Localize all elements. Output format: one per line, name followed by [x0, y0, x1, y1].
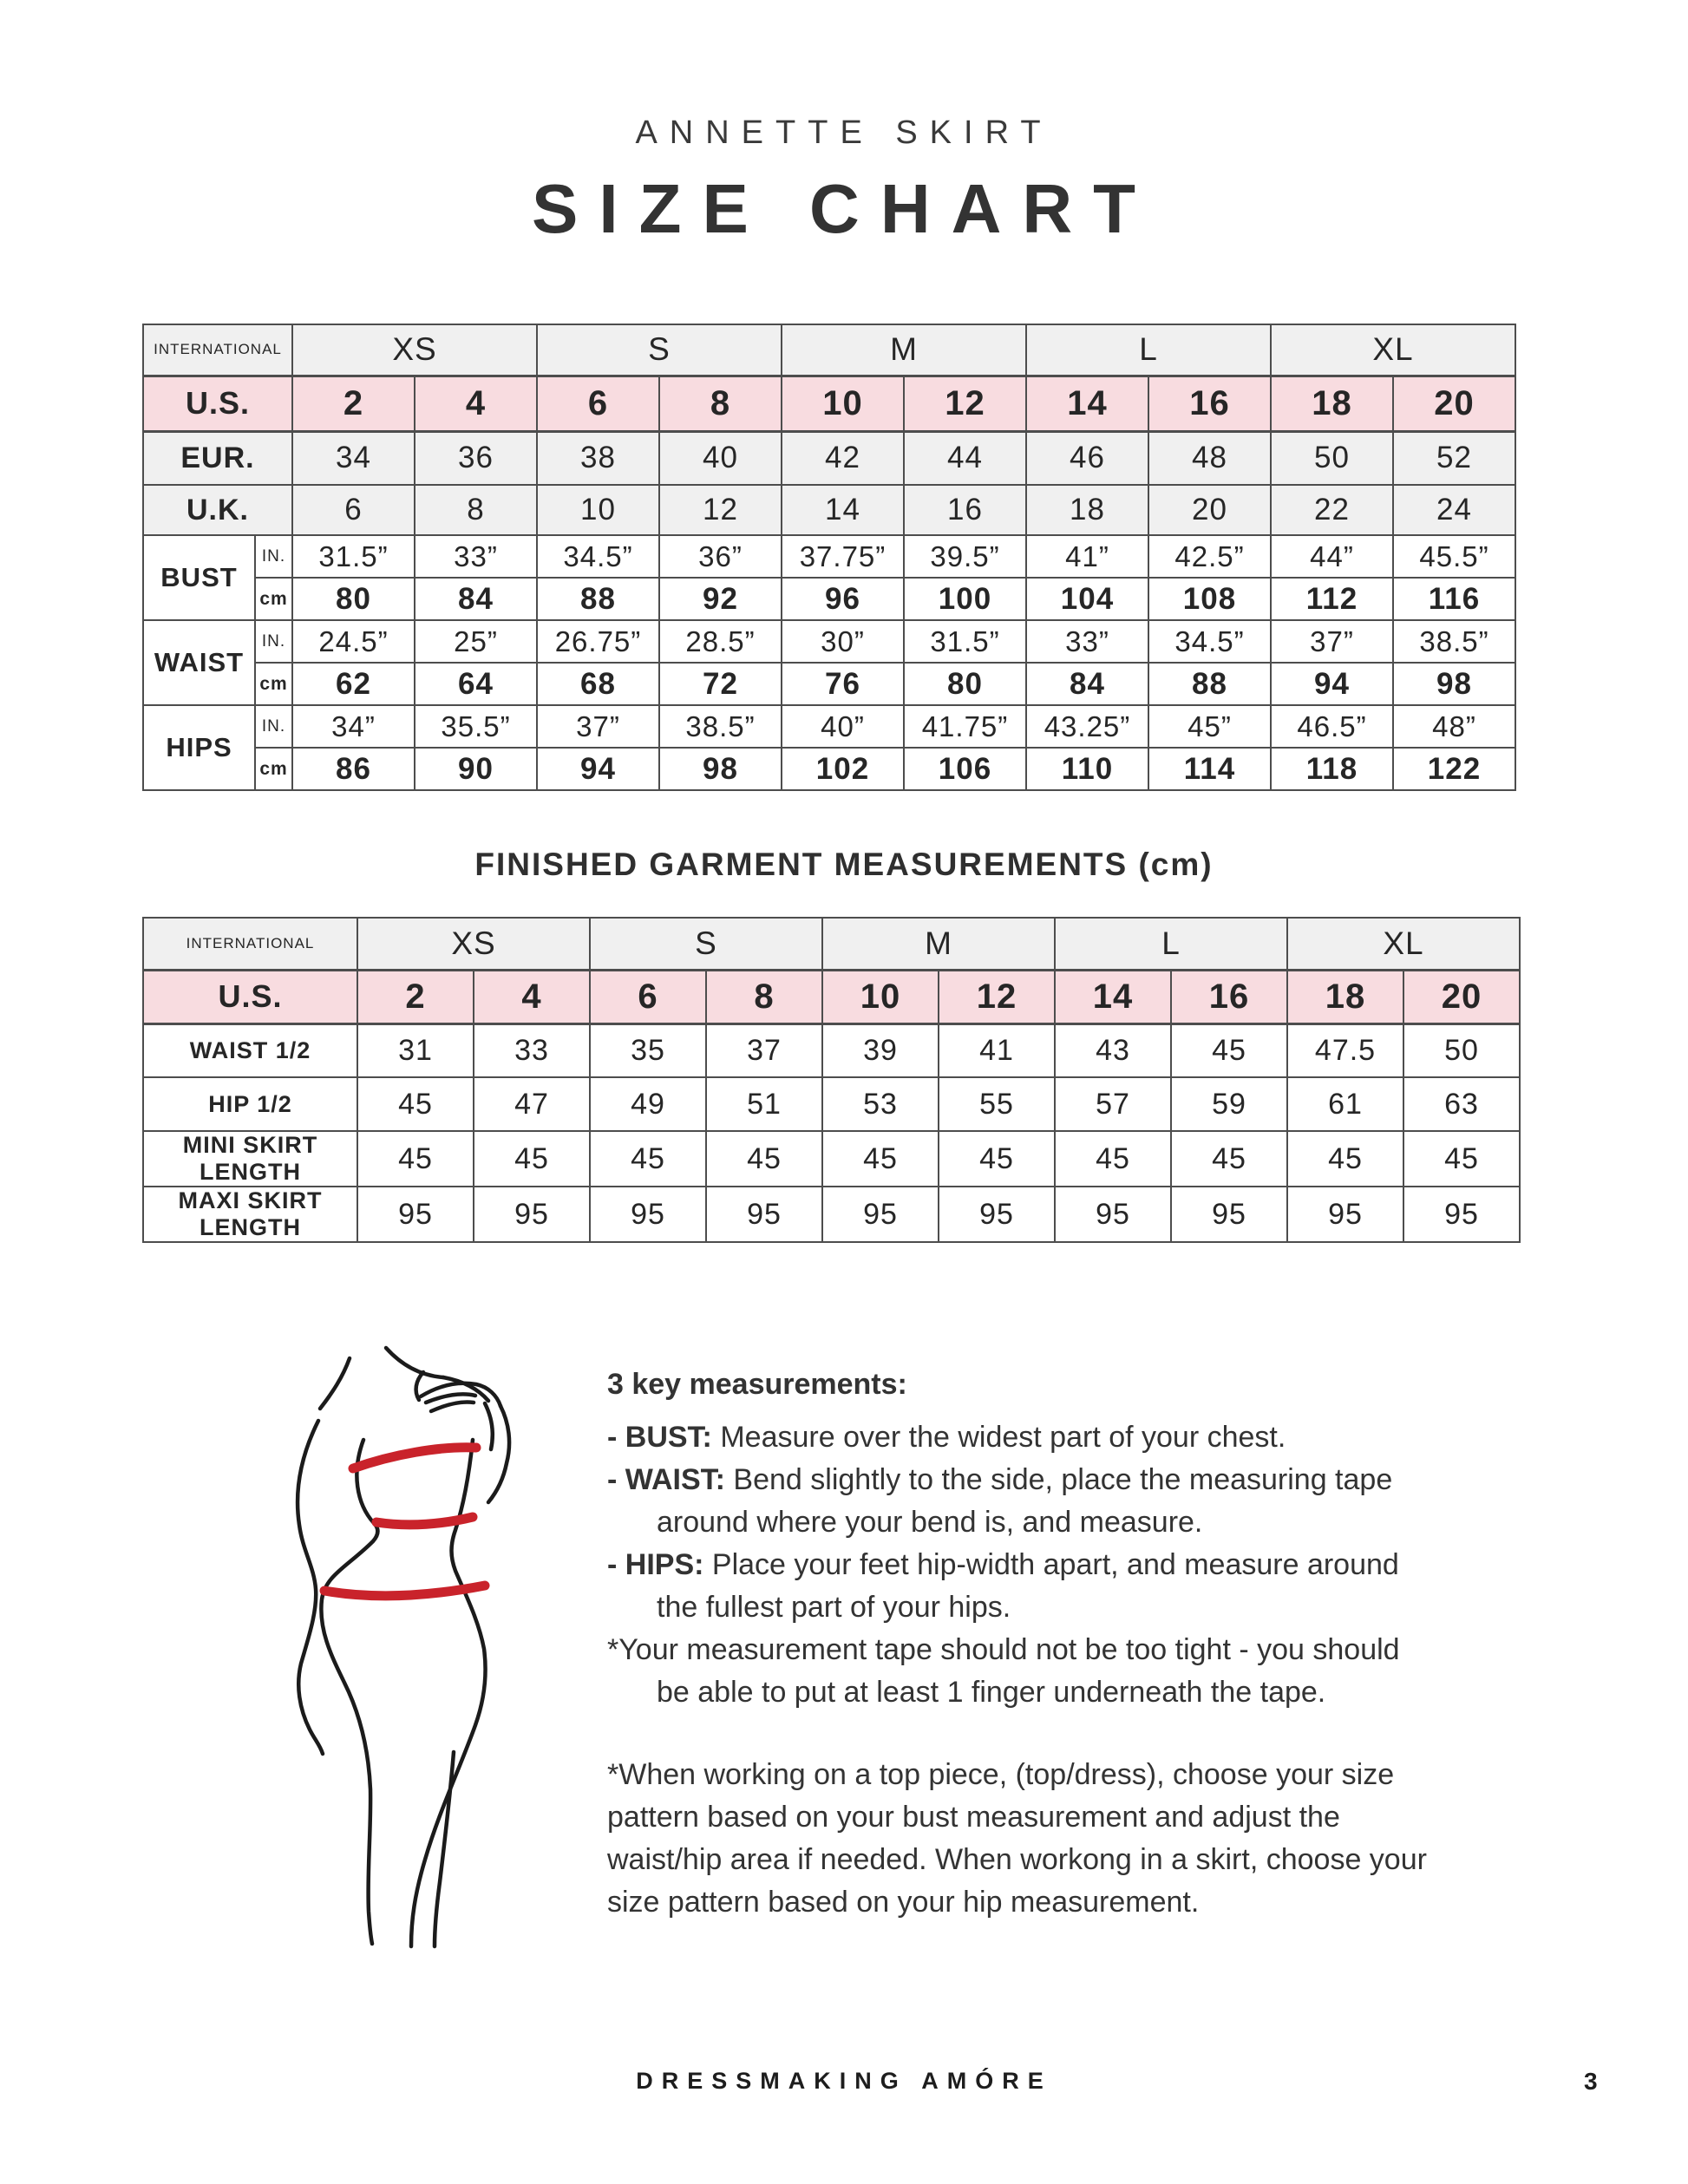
group-size-cell: L	[1026, 324, 1271, 376]
eur-size-cell: 44	[904, 431, 1026, 485]
us-size-cell: 14	[1026, 376, 1148, 431]
uk-size-cell: 6	[292, 485, 415, 535]
finished-row-label: WAIST 1/2	[143, 1023, 357, 1077]
measurement-value-in: 37.75”	[782, 535, 904, 578]
page-title: SIZE CHART	[532, 170, 1156, 247]
inner-leg-line	[435, 1752, 454, 1946]
measurement-value-in: 26.75”	[537, 620, 659, 663]
footer-brand: DRESSMAKING AMÓRE	[636, 2068, 1052, 2094]
unit-in-label: IN.	[255, 620, 292, 663]
us-size-cell: 4	[415, 376, 537, 431]
measurement-notes	[607, 1363, 1431, 1924]
finished-value-cell: 49	[590, 1077, 706, 1131]
eur-size-cell: 34	[292, 431, 415, 485]
finished-value-cell: 45	[357, 1077, 474, 1131]
uk-size-cell: 22	[1271, 485, 1393, 535]
unit-cm-label: cm	[255, 578, 292, 620]
unit-in-label: IN.	[255, 535, 292, 578]
uk-sizes-row	[143, 485, 1515, 535]
measurement-value-in: 43.25”	[1026, 705, 1148, 748]
hips-band	[324, 1586, 485, 1596]
measurement-value-cm: 76	[782, 663, 904, 705]
finished-value-cell: 95	[822, 1187, 939, 1242]
measurement-row-in	[143, 620, 1515, 663]
us-size-cell: 16	[1171, 970, 1287, 1023]
us-size-cell: 14	[1055, 970, 1171, 1023]
finished-value-cell: 95	[1171, 1187, 1287, 1242]
bullet-label: - BUST:	[607, 1421, 712, 1454]
group-size-cell: L	[1055, 918, 1287, 970]
uk-size-cell: 20	[1148, 485, 1271, 535]
measurement-value-cm: 112	[1271, 578, 1393, 620]
finished-value-cell: 95	[590, 1187, 706, 1242]
finished-value-cell: 43	[1055, 1023, 1171, 1077]
measurement-bullet: - BUST: Measure over the widest part of your chest.	[607, 1421, 1286, 1454]
measurement-value-in: 41”	[1026, 535, 1148, 578]
measurement-label: WAIST	[143, 620, 255, 705]
finished-value-cell: 61	[1287, 1077, 1403, 1131]
eur-size-cell: 40	[659, 431, 782, 485]
measurement-value-cm: 80	[904, 663, 1026, 705]
finished-value-cell: 45	[1055, 1131, 1171, 1187]
finished-row-label: HIP 1/2	[143, 1077, 357, 1131]
measurement-value-in: 45”	[1148, 705, 1271, 748]
eur-size-cell: 46	[1026, 431, 1148, 485]
us-size-cell: 6	[537, 376, 659, 431]
finished-value-cell: 45	[1403, 1131, 1520, 1187]
measurement-value-in: 44”	[1271, 535, 1393, 578]
measurement-value-in: 40”	[782, 705, 904, 748]
group-size-cell: XL	[1271, 324, 1515, 376]
finished-value-cell: 45	[474, 1131, 590, 1187]
measurement-value-cm: 98	[1393, 663, 1515, 705]
eur-label: EUR.	[143, 431, 292, 485]
finished-international-row	[143, 918, 1520, 970]
us-size-cell: 18	[1287, 970, 1403, 1023]
finished-row-label: MINI SKIRT LENGTH	[143, 1131, 357, 1187]
us-size-cell: 4	[474, 970, 590, 1023]
finished-measurement-row	[143, 1187, 1520, 1242]
bullet-label: - HIPS:	[607, 1548, 704, 1581]
finished-value-cell: 45	[822, 1131, 939, 1187]
measurement-value-in: 31.5”	[904, 620, 1026, 663]
group-size-cell: S	[590, 918, 822, 970]
finished-value-cell: 95	[474, 1187, 590, 1242]
international-label: INTERNATIONAL	[143, 324, 292, 376]
measurement-value-cm: 122	[1393, 748, 1515, 790]
finished-row-label: MAXI SKIRT LENGTH	[143, 1187, 357, 1242]
eur-sizes-row	[143, 431, 1515, 485]
us-label: U.S.	[143, 376, 292, 431]
finished-value-cell: 45	[706, 1131, 822, 1187]
finished-value-cell: 53	[822, 1077, 939, 1131]
us-size-cell: 2	[292, 376, 415, 431]
measurement-value-in: 30”	[782, 620, 904, 663]
measurement-value-in: 35.5”	[415, 705, 537, 748]
garment-name: ANNETTE SKIRT	[635, 114, 1053, 151]
finished-value-cell: 95	[1055, 1187, 1171, 1242]
measurement-value-cm: 80	[292, 578, 415, 620]
neck-right-line	[386, 1348, 443, 1377]
size-chart-table-body	[143, 324, 1515, 790]
uk-size-cell: 16	[904, 485, 1026, 535]
uk-size-cell: 10	[537, 485, 659, 535]
us-size-cell: 8	[659, 376, 782, 431]
note-size-selection: *When working on a top piece, (top/dress), choose your size pattern based on your bust measurement and adjust the waist/hip area if needed. When workong in a skirt, choose your size pattern based on your hip measurement.	[607, 1758, 1427, 1919]
uk-label: U.K.	[143, 485, 292, 535]
finished-value-cell: 63	[1403, 1077, 1520, 1131]
note-tape-tightness: *Your measurement tape should not be too tight - you should be able to put at least 1 finger underneath the tape.	[607, 1633, 1400, 1709]
us-size-cell: 10	[782, 376, 904, 431]
measurement-value-cm: 64	[415, 663, 537, 705]
forearm-inner-line	[485, 1403, 493, 1449]
measurement-value-in: 34”	[292, 705, 415, 748]
finished-value-cell: 35	[590, 1023, 706, 1077]
measurement-row-cm	[143, 748, 1515, 790]
measurement-value-cm: 118	[1271, 748, 1393, 790]
unit-cm-label: cm	[255, 663, 292, 705]
size-chart-table	[142, 324, 1516, 791]
measurement-value-in: 39.5”	[904, 535, 1026, 578]
measurement-value-in: 38.5”	[659, 705, 782, 748]
measurement-value-in: 34.5”	[1148, 620, 1271, 663]
finished-value-cell: 59	[1171, 1077, 1287, 1131]
measurement-value-cm: 108	[1148, 578, 1271, 620]
international-label: INTERNATIONAL	[143, 918, 357, 970]
us-size-cell: 12	[939, 970, 1055, 1023]
notes-bullet-list	[607, 1416, 1431, 1629]
eur-size-cell: 42	[782, 431, 904, 485]
us-size-cell: 16	[1148, 376, 1271, 431]
us-sizes-row	[143, 376, 1515, 431]
group-size-cell: XL	[1287, 918, 1520, 970]
finished-value-cell: 51	[706, 1077, 822, 1131]
group-size-cell: M	[782, 324, 1026, 376]
finger-line-2	[431, 1402, 474, 1411]
unit-cm-label: cm	[255, 748, 292, 790]
finished-value-cell: 45	[590, 1131, 706, 1187]
measurement-row-in	[143, 535, 1515, 578]
international-row	[143, 324, 1515, 376]
page-number: 3	[1584, 2068, 1598, 2095]
finished-value-cell: 45	[1171, 1131, 1287, 1187]
measurement-value-cm: 84	[1026, 663, 1148, 705]
finished-value-cell: 39	[822, 1023, 939, 1077]
finished-value-cell: 45	[357, 1131, 474, 1187]
uk-size-cell: 12	[659, 485, 782, 535]
finished-measurements-title: FINISHED GARMENT MEASUREMENTS (cm)	[474, 847, 1214, 882]
measurement-value-cm: 84	[415, 578, 537, 620]
measurement-value-in: 45.5”	[1393, 535, 1515, 578]
measurement-value-cm: 100	[904, 578, 1026, 620]
measurement-value-cm: 86	[292, 748, 415, 790]
measurement-value-in: 33”	[1026, 620, 1148, 663]
eur-size-cell: 36	[415, 431, 537, 485]
us-size-cell: 6	[590, 970, 706, 1023]
measurement-value-cm: 88	[537, 578, 659, 620]
finished-value-cell: 95	[939, 1187, 1055, 1242]
measurement-value-cm: 94	[537, 748, 659, 790]
measurement-bullet: - WAIST: Bend slightly to the side, place the measuring tape around where your bend is, and measure.	[607, 1463, 1393, 1539]
measurement-value-in: 24.5”	[292, 620, 415, 663]
bust-band	[353, 1448, 476, 1468]
measurement-value-in: 37”	[537, 705, 659, 748]
us-size-cell: 20	[1393, 376, 1515, 431]
measurement-row-in	[143, 705, 1515, 748]
figure-outline	[298, 1348, 509, 1946]
measurement-value-cm: 94	[1271, 663, 1393, 705]
uk-size-cell: 24	[1393, 485, 1515, 535]
finished-value-cell: 95	[357, 1187, 474, 1242]
left-arm-line	[298, 1421, 323, 1754]
measurement-value-in: 48”	[1393, 705, 1515, 748]
measurement-value-cm: 104	[1026, 578, 1148, 620]
finished-value-cell: 47	[474, 1077, 590, 1131]
measurement-value-cm: 88	[1148, 663, 1271, 705]
us-size-cell: 8	[706, 970, 822, 1023]
eur-size-cell: 50	[1271, 431, 1393, 485]
measurement-value-in: 28.5”	[659, 620, 782, 663]
finished-garment-table-body	[143, 918, 1520, 1242]
measurement-value-cm: 116	[1393, 578, 1515, 620]
waist-band	[376, 1517, 473, 1525]
measurement-value-cm: 92	[659, 578, 782, 620]
measurement-value-in: 34.5”	[537, 535, 659, 578]
measurement-value-in: 42.5”	[1148, 535, 1271, 578]
finished-value-cell: 37	[706, 1023, 822, 1077]
finished-garment-table	[142, 917, 1521, 1243]
measurement-value-in: 33”	[415, 535, 537, 578]
unit-in-label: IN.	[255, 705, 292, 748]
measurement-value-cm: 62	[292, 663, 415, 705]
eur-size-cell: 48	[1148, 431, 1271, 485]
measurement-value-cm: 106	[904, 748, 1026, 790]
finished-value-cell: 95	[706, 1187, 822, 1242]
measurement-row-cm	[143, 663, 1515, 705]
finished-value-cell: 57	[1055, 1077, 1171, 1131]
measurement-value-cm: 90	[415, 748, 537, 790]
measurement-value-in: 31.5”	[292, 535, 415, 578]
measurement-label: HIPS	[143, 705, 255, 790]
finished-value-cell: 55	[939, 1077, 1055, 1131]
finished-value-cell: 45	[1171, 1023, 1287, 1077]
measurement-value-cm: 114	[1148, 748, 1271, 790]
measurement-value-cm: 72	[659, 663, 782, 705]
notes-heading: 3 key measurements:	[607, 1368, 907, 1401]
finished-measurement-row	[143, 1077, 1520, 1131]
neck-left-line	[320, 1358, 350, 1409]
page-header	[0, 114, 1688, 249]
us-size-cell: 12	[904, 376, 1026, 431]
body-figure-svg	[279, 1343, 548, 1950]
measurement-bands	[324, 1448, 485, 1596]
measurement-value-in: 46.5”	[1271, 705, 1393, 748]
finished-value-cell: 41	[939, 1023, 1055, 1077]
measurement-value-cm: 98	[659, 748, 782, 790]
group-size-cell: M	[822, 918, 1055, 970]
us-size-cell: 20	[1403, 970, 1520, 1023]
uk-size-cell: 14	[782, 485, 904, 535]
measurement-row-cm	[143, 578, 1515, 620]
finished-us-row	[143, 970, 1520, 1023]
finished-measurement-row	[143, 1023, 1520, 1077]
uk-size-cell: 18	[1026, 485, 1148, 535]
us-label: U.S.	[143, 970, 357, 1023]
measurement-value-cm: 102	[782, 748, 904, 790]
finished-measurement-row	[143, 1131, 1520, 1187]
measurement-value-in: 25”	[415, 620, 537, 663]
measurement-value-in: 36”	[659, 535, 782, 578]
measurement-bullet: - HIPS: Place your feet hip-width apart, and measure around the fullest part of your hips.	[607, 1548, 1399, 1624]
bullet-label: - WAIST:	[607, 1463, 725, 1496]
finished-value-cell: 95	[1403, 1187, 1520, 1242]
measurement-value-cm: 110	[1026, 748, 1148, 790]
eur-size-cell: 52	[1393, 431, 1515, 485]
measurement-value-cm: 68	[537, 663, 659, 705]
us-size-cell: 18	[1271, 376, 1393, 431]
finished-value-cell: 31	[357, 1023, 474, 1077]
left-torso-leg-line	[321, 1440, 377, 1944]
us-size-cell: 10	[822, 970, 939, 1023]
finished-value-cell: 47.5	[1287, 1023, 1403, 1077]
body-measurement-illustration	[279, 1343, 548, 1950]
measurement-value-in: 41.75”	[904, 705, 1026, 748]
finished-value-cell: 95	[1287, 1187, 1403, 1242]
finished-value-cell: 50	[1403, 1023, 1520, 1077]
measurement-label: BUST	[143, 535, 255, 620]
group-size-cell: XS	[357, 918, 590, 970]
group-size-cell: S	[537, 324, 782, 376]
uk-size-cell: 8	[415, 485, 537, 535]
finished-value-cell: 45	[1287, 1131, 1403, 1187]
us-size-cell: 2	[357, 970, 474, 1023]
measurement-value-in: 38.5”	[1393, 620, 1515, 663]
finished-value-cell: 45	[939, 1131, 1055, 1187]
finished-value-cell: 33	[474, 1023, 590, 1077]
group-size-cell: XS	[292, 324, 537, 376]
measurement-value-in: 37”	[1271, 620, 1393, 663]
eur-size-cell: 38	[537, 431, 659, 485]
measurement-value-cm: 96	[782, 578, 904, 620]
